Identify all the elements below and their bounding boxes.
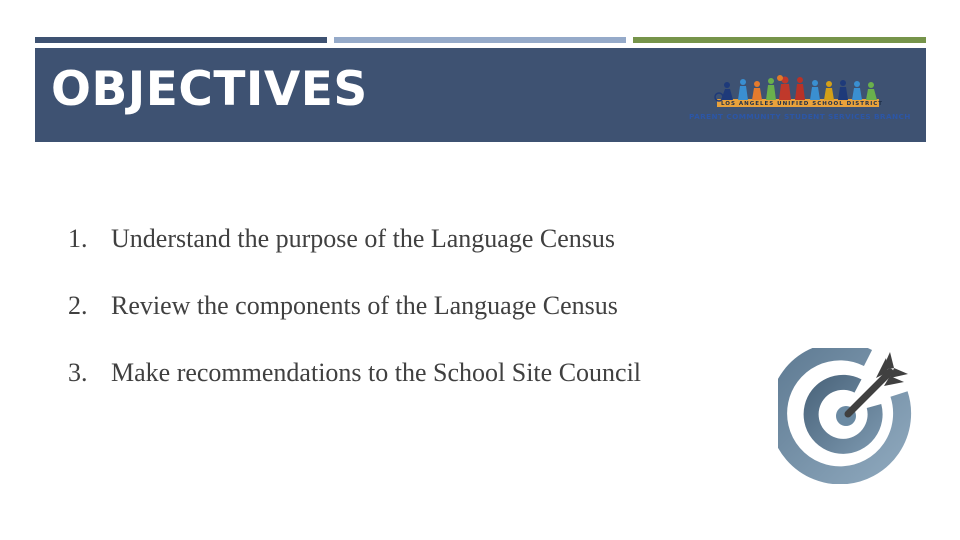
top-accent-bar-navy (35, 37, 327, 43)
slide-title: OBJECTIVES (51, 62, 368, 117)
list-item-text: Review the components of the Language Census (111, 291, 618, 320)
list-item-text: Understand the purpose of the Language Census (111, 224, 615, 253)
list-item (68, 358, 641, 388)
top-accent-bar-lightblue (334, 37, 626, 43)
list-item-number: 3. (68, 358, 88, 387)
target-arrow-icon (778, 348, 914, 484)
list-item-number: 2. (68, 291, 88, 320)
list-item-text: Make recommendations to the School Site Council (111, 358, 642, 387)
lausd-pcss-logo (687, 74, 909, 124)
logo-district-name: LOS ANGELES UNIFIED SCHOOL DISTRICT (721, 101, 884, 107)
top-accent-bar-green (633, 37, 926, 43)
list-item (68, 291, 618, 321)
logo-branch-name: PARENT COMMUNITY STUDENT SERVICES BRANCH (689, 112, 911, 121)
title-banner (35, 48, 926, 142)
list-item-number: 1. (68, 224, 88, 253)
list-item (68, 224, 615, 254)
